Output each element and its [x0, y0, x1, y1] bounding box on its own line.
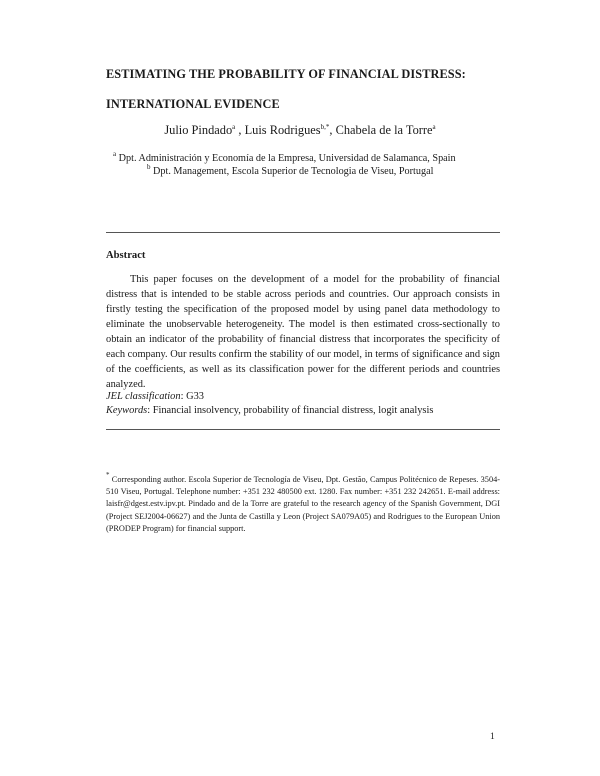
footnote-text: Corresponding author. Escola Superior de Tecnología de Viseu, Dpt. Gestão, Campus Politécnico de Repeses. 3504-510 Viseu, Portugal. Telephone number: +351 232 480500 ext. 1280. Fax number: +351 232 242651. E-mail address: laisfr@dgest.estv.ipv.pt. Pindado and de la Torre are grateful to the research agency of the Spanish Government, DGI (Project SEJ2004-06627) and the Junta de Castilla y Leon (Project SA079A05) and Rodrigues to the European Union (PRODEP Program) for financial support.	[106, 475, 501, 533]
author-name: Julio Pindado	[164, 123, 233, 137]
affiliation-mark: b	[147, 163, 151, 171]
abstract-body: This paper focuses on the development of a model for the probability of financial distress that is intended to be stable across periods and countries. Our approach consists in firstly testing the specification of the proposed model by using panel data methodology to eliminate the unobservable heterogeneity. The model is then estimated cross-sectionally to obtain an indicator of the probability of financial distress that incorporates the specificity of each company. Our results confirm the stability of our model, in terms of significance and sign of the coefficients, as well as its classification power for the different periods and countries analyzed.	[106, 274, 500, 391]
footnote-mark: *	[106, 471, 110, 479]
paper-title-line-1: ESTIMATING THE PROBABILITY OF FINANCIAL DISTRESS:	[106, 67, 466, 81]
keywords: Keywords: Financial insolvency, probability of financial distress, logit analysis	[106, 405, 434, 416]
paper-title-line-2: INTERNATIONAL EVIDENCE	[106, 97, 280, 111]
author-name: Luis Rodrigues	[244, 123, 321, 137]
keywords-value: Financial insolvency, probability of financial distress, logit analysis	[152, 405, 434, 416]
jel-value: G33	[186, 391, 204, 402]
jel-classification: JEL classification: G33	[106, 391, 204, 402]
author-affiliation-mark: a	[432, 123, 436, 131]
affiliation-text: Dpt. Management, Escola Superior de Tecnologia de Viseu, Portugal	[153, 166, 434, 177]
abstract-heading: Abstract	[106, 250, 146, 261]
jel-label: JEL classification	[106, 391, 181, 402]
abstract-bottom-rule	[106, 429, 500, 430]
affiliation	[147, 163, 434, 177]
keywords-label: Keywords	[106, 405, 148, 416]
affiliation-mark: a	[113, 150, 117, 158]
author-name: Chabela de la Torre	[335, 123, 433, 137]
affiliation	[113, 150, 456, 164]
abstract-top-rule	[106, 232, 500, 233]
page-number: 1	[490, 732, 495, 742]
author-list: Julio Pindado$^a$ , Luis Rodrigues$^{b,*}$, Chabela de la Torre$^a$	[164, 123, 436, 137]
corresponding-author-footnote	[106, 471, 501, 535]
author-affiliation-mark: b,*	[320, 123, 330, 131]
author-affiliation-mark: a	[232, 123, 236, 131]
affiliation-text: Dpt. Administración y Economía de la Empresa, Universidad de Salamanca, Spain	[118, 153, 456, 164]
